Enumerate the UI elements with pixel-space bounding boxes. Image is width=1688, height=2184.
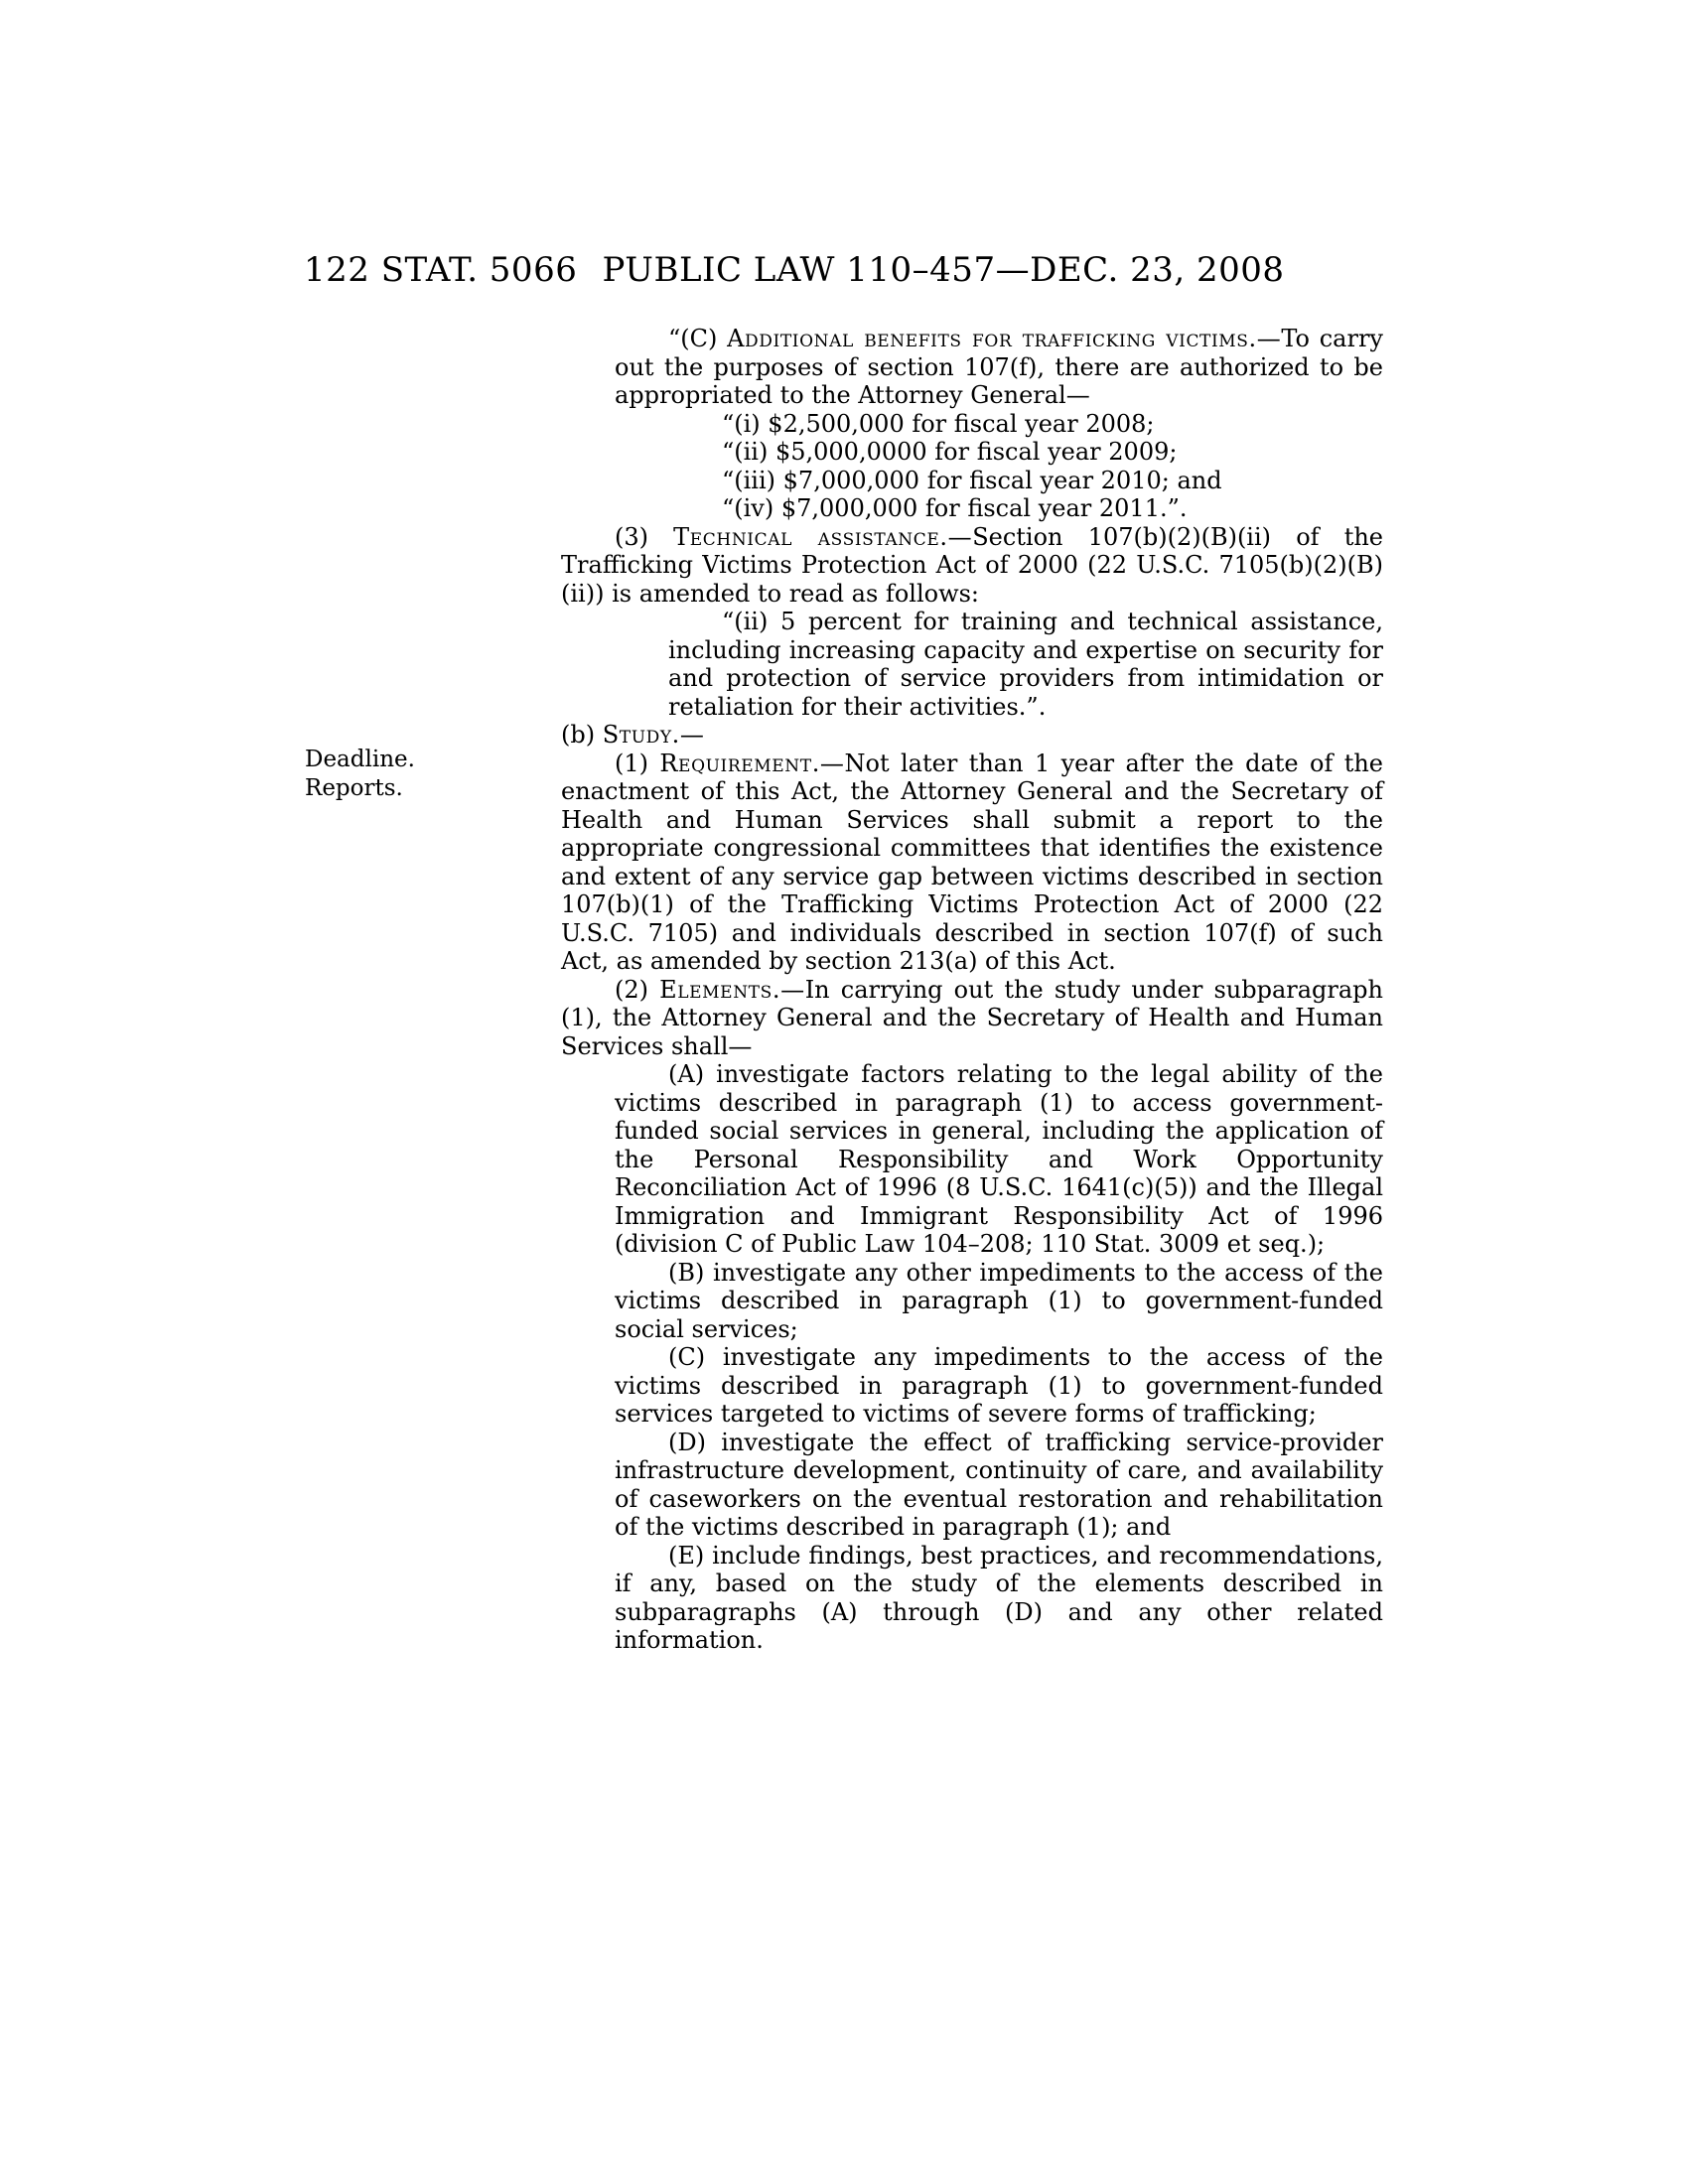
small-caps-label: Elements.—	[659, 975, 805, 1004]
clause-i-fy2008	[561, 410, 1383, 439]
small-caps-label: Study.—	[602, 721, 705, 749]
text-run: (2)	[615, 975, 660, 1004]
text-run: Section 107(b)(2)(B)(ii) of the Trafficking Victims Protection Act of 2000 (22 U.S.C. 7105(b)(2)(B)(ii)) is amended to read as follows:	[561, 522, 1384, 608]
subparagraph-D-infrastructure-effect	[561, 1429, 1383, 1542]
clause-ii-fy2009	[561, 438, 1383, 467]
text-run: “(ii) $5,000,0000 for fiscal year 2009;	[722, 438, 1178, 466]
text-run: (C) investigate any impediments to the access of the victims described in paragraph (1) to government-funded services targeted to victims of severe forms of trafficking;	[615, 1343, 1383, 1428]
subparagraph-C-additional-benefits	[561, 325, 1383, 410]
subparagraph-E-findings	[561, 1542, 1383, 1655]
margin-note-reports: Reports.	[305, 775, 403, 801]
text-run: (A) investigate factors relating to the legal ability of the victims described in paragraph (1) to access government-funded social services in general, including the application of the Personal Responsibility and Work Opportunity Reconciliation Act of 1996 (8 U.S.C. 1641(c)(5)) and the Illegal Immigration and Immigrant Responsibility Act of 1996 (division C of Public Law 104–208; 110 Stat. 3009 et seq.);	[615, 1060, 1383, 1258]
text-run: (3)	[615, 522, 674, 551]
statute-body	[561, 325, 1383, 1655]
text-run: “(i) $2,500,000 for fiscal year 2008;	[722, 409, 1155, 438]
subparagraph-C-impediments-targeted-services	[561, 1343, 1383, 1429]
text-run: “(C)	[668, 325, 728, 352]
clause-iv-fy2011	[561, 494, 1383, 523]
small-caps-label: Additional benefits for trafficking victims.—	[727, 325, 1282, 352]
text-run: (b)	[561, 721, 603, 749]
text-run: “(iv) $7,000,000 for fiscal year 2011.”.	[722, 494, 1188, 522]
text-run: (D) investigate the effect of trafficking service-provider infrastructure development, continuity of care, and availability of caseworkers on the eventual restoration and rehabilitation of the victims described in paragraph (1); and	[615, 1428, 1383, 1541]
text-run: In carrying out the study under subparagraph (1), the Attorney General and the Secretary of Health and Human Services shall—	[561, 975, 1383, 1060]
paragraph-3-technical-assistance	[561, 523, 1383, 609]
margin-notes	[305, 746, 415, 803]
text-run: Not later than 1 year after the date of the enactment of this Act, the Attorney General and the Secretary of Health and Human Services shall submit a report to the appropriate congressional committees that identifies the existence and extent of any service gap between victims described in section 107(b)(1) of the Trafficking Victims Protection Act of 2000 (22 U.S.C. 7105) and individuals described in section 107(f) of such Act, as amended by section 213(a) of this Act.	[561, 749, 1384, 975]
paragraph-2-elements	[561, 976, 1383, 1061]
text-run: To carry out the purposes of section 107(f), there are authorized to be appropriated to the Attorney General—	[615, 325, 1383, 409]
clause-iii-fy2010	[561, 467, 1383, 495]
stat-page-number: 122 STAT. 5066	[304, 250, 578, 290]
subsection-b-study	[561, 721, 1383, 750]
paragraph-1-requirement	[561, 750, 1383, 976]
subparagraph-B-other-impediments	[561, 1259, 1383, 1344]
subparagraph-A-investigate-legal-ability	[561, 1060, 1383, 1259]
small-caps-label: Technical assistance.—	[673, 522, 973, 551]
text-run: “(iii) $7,000,000 for fiscal year 2010; and	[722, 466, 1222, 494]
margin-note-deadline: Deadline.	[305, 747, 415, 772]
text-run: (B) investigate any other impediments to the access of the victims described in paragraph (1) to government-funded social services;	[615, 1258, 1383, 1343]
small-caps-label: Requirement.—	[659, 749, 845, 777]
text-run: (1)	[615, 749, 660, 777]
text-run: “(ii) 5 percent for training and technical assistance, including increasing capacity and expertise on security for and protection of service providers from intimidation or retaliation for their activities.”.	[668, 608, 1383, 721]
text-run: (E) include findings, best practices, and recommendations, if any, based on the study of the elements described in subparagraphs (A) through (D) and any other related information.	[615, 1541, 1383, 1654]
running-header-title: PUBLIC LAW 110–457—DEC. 23, 2008	[602, 250, 1285, 290]
quoted-clause-ii-5-percent	[561, 608, 1383, 721]
